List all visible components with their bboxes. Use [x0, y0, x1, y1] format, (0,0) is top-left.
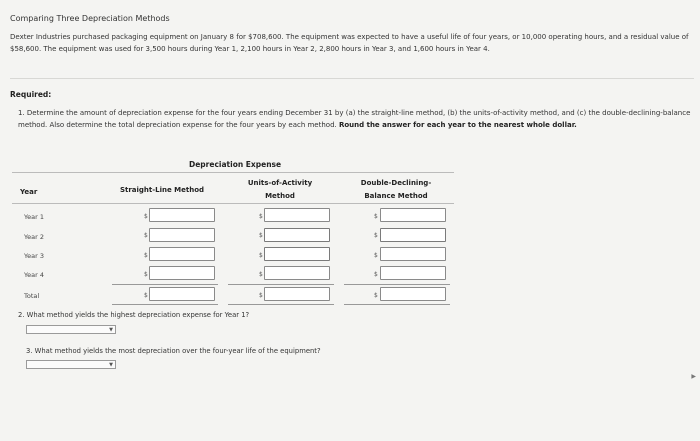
- ddb-year-1-input[interactable]: [380, 208, 446, 222]
- column-header-ddb-line-1: Double-Declining-: [360, 179, 432, 187]
- currency-symbol: $: [144, 271, 148, 278]
- currency-symbol: $: [259, 232, 263, 239]
- sl-year-3-input[interactable]: [149, 247, 215, 261]
- sl-year-4-input[interactable]: [149, 266, 215, 280]
- row-label-year-3: Year 3: [24, 252, 44, 260]
- column-header-straight-line: Straight-Line Method: [119, 186, 205, 194]
- table-top-rule: [12, 172, 454, 173]
- currency-symbol: $: [374, 292, 378, 299]
- ua-year-1-input[interactable]: [264, 208, 330, 222]
- column-header-units-line-1: Units-of-Activity: [247, 179, 313, 187]
- divider: [10, 78, 694, 79]
- currency-symbol: $: [374, 213, 378, 220]
- sl-total-input[interactable]: [149, 287, 215, 301]
- question-1-instruction: Round the answer for each year to the nearest whole dollar.: [338, 121, 577, 129]
- currency-symbol: $: [144, 213, 148, 220]
- ua-year-3-input[interactable]: [264, 247, 330, 261]
- currency-symbol: $: [374, 252, 378, 259]
- q2-method-select[interactable]: [26, 325, 116, 334]
- ddb-sum-rule: [344, 284, 450, 285]
- currency-symbol: $: [144, 252, 148, 259]
- required-label: Required:: [10, 90, 52, 99]
- currency-symbol: $: [259, 292, 263, 299]
- currency-symbol: $: [259, 252, 263, 259]
- currency-symbol: $: [374, 232, 378, 239]
- row-label-year-2: Year 2: [24, 233, 44, 241]
- row-label-year-1: Year 1: [24, 213, 44, 221]
- sl-total-rule: [112, 304, 218, 305]
- ddb-year-3-input[interactable]: [380, 247, 446, 261]
- column-header-ddb-line-2: Balance Method: [364, 192, 428, 200]
- ua-year-4-input[interactable]: [264, 266, 330, 280]
- row-label-year-4: Year 4: [24, 271, 44, 279]
- ddb-year-2-input[interactable]: [380, 228, 446, 242]
- question-3: 3. What method yields the most depreciation over the four-year life of the equipment?: [26, 347, 321, 355]
- chevron-down-icon: ▼: [109, 362, 113, 368]
- currency-symbol: $: [144, 292, 148, 299]
- question-1: [18, 107, 694, 131]
- currency-symbol: $: [144, 232, 148, 239]
- table-header-rule: [12, 203, 454, 204]
- ua-sum-rule: [228, 284, 334, 285]
- question-2: 2. What method yields the highest depreciation expense for Year 1?: [18, 311, 250, 319]
- problem-text: Dexter Industries purchased packaging equipment on January 8 for $708,600. The equipment was expected to have a useful life of four years, or 10,000 operating hours, and a residual value of $58,600. The equipment was used for 3,500 hours during Year 1, 2,100 hours in Year 2, 2,800 hours in Year 3, and 1,600 hours in Year 4.: [10, 33, 689, 53]
- q3-method-select[interactable]: [26, 360, 116, 369]
- sl-year-2-input[interactable]: [149, 228, 215, 242]
- column-header-units-line-2: Method: [265, 192, 295, 200]
- currency-symbol: $: [374, 271, 378, 278]
- ua-total-rule: [228, 304, 334, 305]
- ua-year-2-input[interactable]: [264, 228, 330, 242]
- currency-symbol: $: [259, 271, 263, 278]
- currency-symbol: $: [259, 213, 263, 220]
- chevron-down-icon: ▼: [109, 327, 113, 333]
- column-header-double-declining: [344, 177, 448, 203]
- chevron-right-icon[interactable]: ▶: [691, 373, 696, 380]
- row-label-total: Total: [24, 292, 40, 300]
- ddb-total-input[interactable]: [380, 287, 446, 301]
- ua-total-input[interactable]: [264, 287, 330, 301]
- sl-sum-rule: [112, 284, 218, 285]
- table-heading: Depreciation Expense: [189, 160, 282, 169]
- column-header-units-of-activity: [230, 177, 330, 203]
- ddb-year-4-input[interactable]: [380, 266, 446, 280]
- page-title: Comparing Three Depreciation Methods: [10, 14, 170, 23]
- ddb-total-rule: [344, 304, 450, 305]
- sl-year-1-input[interactable]: [149, 208, 215, 222]
- question-1-text: 1. Determine the amount of depreciation expense for the four years ending December 31 by (a) the straight-line method, (b) the units-of-activity method, and (c) the double-declining-balance method. Also determine the total depreciation expense for the four years by each method.: [18, 109, 691, 129]
- column-header-year: Year: [20, 188, 38, 196]
